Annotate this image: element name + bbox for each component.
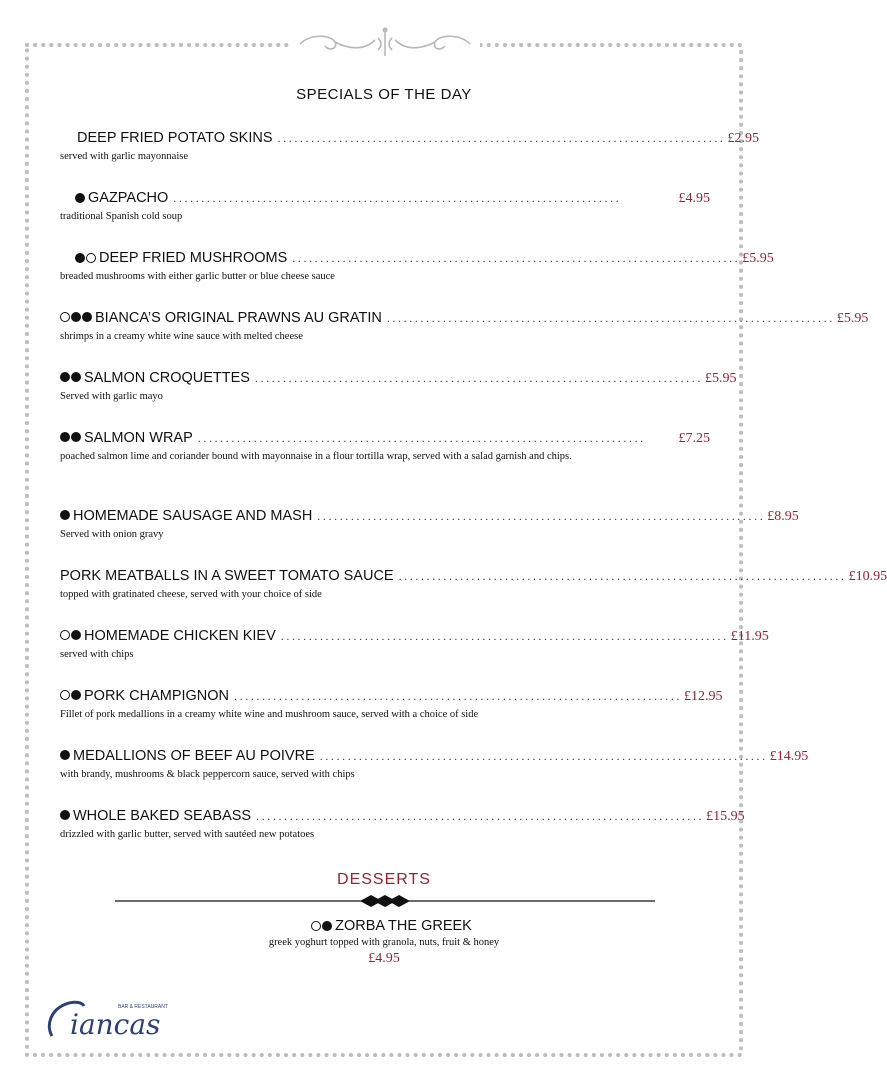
item-description: Served with onion gravy <box>60 529 164 540</box>
fish-icon <box>82 312 92 322</box>
item-price: £14.95 <box>769 749 809 764</box>
item-name: SALMON WRAP <box>84 430 193 446</box>
item-description: served with chips <box>60 649 134 660</box>
item-name: PORK MEATBALLS IN A SWEET TOMATO SAUCE <box>60 568 394 584</box>
vegan-icon <box>296 922 310 930</box>
dessert-item <box>0 918 768 967</box>
item-description: shrimps in a creamy white wine sauce with melted cheese <box>60 331 303 342</box>
dot-leader: ................................................................................ <box>280 629 729 643</box>
item-price: £5.95 <box>836 311 869 326</box>
gluten-icon <box>311 921 321 931</box>
fish-icon <box>60 810 70 820</box>
menu-item <box>60 430 710 465</box>
dietary-icons <box>60 432 81 442</box>
top-ornament <box>290 26 480 62</box>
menu-item <box>60 190 710 225</box>
gluten-free-icon <box>71 690 81 700</box>
dairy-icon <box>71 312 81 322</box>
dot-leader: ................................................................................ <box>254 371 703 385</box>
fish-icon <box>71 372 81 382</box>
item-price: £15.95 <box>706 809 745 824</box>
item-name: MEDALLIONS OF BEEF AU POIVRE <box>73 748 315 764</box>
svg-text:iancas: iancas <box>70 1008 161 1041</box>
menu-item <box>60 250 774 285</box>
dietary-icons <box>60 372 81 382</box>
dietary-icons <box>60 253 96 263</box>
item-name: PORK CHAMPIGNON <box>84 688 230 704</box>
dot-leader: ................................................................................ <box>234 689 683 703</box>
dot-leader: ................................................................................ <box>173 191 622 205</box>
item-description: poached salmon lime and coriander bound with mayonnaise in a flour tortilla wrap, served with a salad garnish and chips. <box>60 451 572 462</box>
egg-icon <box>86 253 96 263</box>
menu-item <box>60 628 769 663</box>
item-name: BIANCA’S ORIGINAL PRAWNS AU GRATIN <box>95 310 382 326</box>
menu-item <box>60 370 737 405</box>
item-description: topped with gratinated cheese, served with your choice of side <box>60 589 322 600</box>
dairy-icon <box>322 921 332 931</box>
item-name: DEEP FRIED MUSHROOMS <box>99 250 288 266</box>
dairy-icon <box>60 432 70 442</box>
item-price: £4.95 <box>678 191 710 206</box>
item-price: £5.95 <box>742 251 774 266</box>
dessert-price: £4.95 <box>368 951 400 966</box>
dietary-icons <box>60 510 70 520</box>
item-description: breaded mushrooms with either garlic butter or blue cheese sauce <box>60 271 335 282</box>
item-price: £5.95 <box>704 371 737 386</box>
gluten-icon <box>60 312 70 322</box>
menu-item <box>60 568 887 603</box>
dietary-icons <box>60 134 74 142</box>
vegan-icon <box>60 134 74 142</box>
dairy-icon <box>75 193 85 203</box>
menu-item <box>60 130 760 165</box>
desserts-divider <box>115 894 655 908</box>
dot-leader: ................................................................................ <box>277 131 726 145</box>
item-name: SALMON CROQUETTES <box>84 370 250 386</box>
menu-item <box>60 748 809 783</box>
gluten-icon <box>60 630 70 640</box>
dietary-icons <box>60 690 81 700</box>
item-description: served with garlic mayonnaise <box>60 151 188 162</box>
item-price: £10.95 <box>848 569 887 584</box>
dietary-icons <box>60 630 81 640</box>
item-name: GAZPACHO <box>88 190 169 206</box>
item-description: Served with garlic mayo <box>60 391 163 402</box>
item-price: £8.95 <box>767 509 799 524</box>
item-price: £7.25 <box>678 431 710 446</box>
item-name: WHOLE BAKED SEABASS <box>73 808 252 824</box>
item-description: traditional Spanish cold soup <box>60 211 183 222</box>
item-description: with brandy, mushrooms & black peppercorn sauce, served with chips <box>60 769 355 780</box>
item-name: HOMEMADE SAUSAGE AND MASH <box>73 508 313 524</box>
item-description: drizzled with garlic butter, served with sautéed new potatoes <box>60 829 315 840</box>
item-price: £2.95 <box>727 131 760 146</box>
dairy-icon <box>71 630 81 640</box>
menu-item <box>60 688 723 723</box>
dot-leader: ................................................................................ <box>317 509 766 523</box>
dairy-icon <box>60 372 70 382</box>
dessert-name: ZORBA THE GREEK <box>335 918 472 934</box>
dot-leader: ................................................................................ <box>398 569 847 583</box>
item-description: Fillet of pork medallions in a creamy white wine and mushroom sauce, served with a choice of side <box>60 709 479 720</box>
biancas-logo <box>44 996 170 1048</box>
item-price: £12.95 <box>684 689 723 704</box>
gluten-icon <box>60 690 70 700</box>
item-name: DEEP FRIED POTATO SKINS <box>77 130 273 146</box>
dot-leader: ................................................................................ <box>197 431 646 445</box>
dietary-icons <box>60 312 92 322</box>
vegan-icon <box>60 194 74 202</box>
dot-leader: ................................................................................ <box>386 311 835 325</box>
fish-icon <box>71 432 81 442</box>
dietary-icons <box>296 921 332 931</box>
desserts-heading: DESSERTS <box>337 871 431 888</box>
dot-leader: ................................................................................ <box>319 749 768 763</box>
dairy-icon <box>75 253 85 263</box>
dietary-icons <box>60 750 70 760</box>
dot-leader: ................................................................................ <box>292 251 741 265</box>
gluten-free-icon <box>60 750 70 760</box>
item-price: £11.95 <box>730 629 769 644</box>
svg-text:BAR & RESTAURANT: BAR & RESTAURANT <box>118 1004 168 1010</box>
page-title: SPECIALS OF THE DAY <box>296 86 472 103</box>
item-name: HOMEMADE CHICKEN KIEV <box>84 628 276 644</box>
menu-item <box>60 508 799 543</box>
dessert-description: greek yoghurt topped with granola, nuts, fruit & honey <box>268 937 500 948</box>
dietary-icons <box>60 193 85 203</box>
menu-item <box>60 310 869 345</box>
vegan-icon <box>60 254 74 262</box>
menu-item <box>60 808 745 843</box>
dot-leader: ................................................................................ <box>256 809 705 823</box>
gluten-free-icon <box>60 510 70 520</box>
dietary-icons <box>60 810 70 820</box>
